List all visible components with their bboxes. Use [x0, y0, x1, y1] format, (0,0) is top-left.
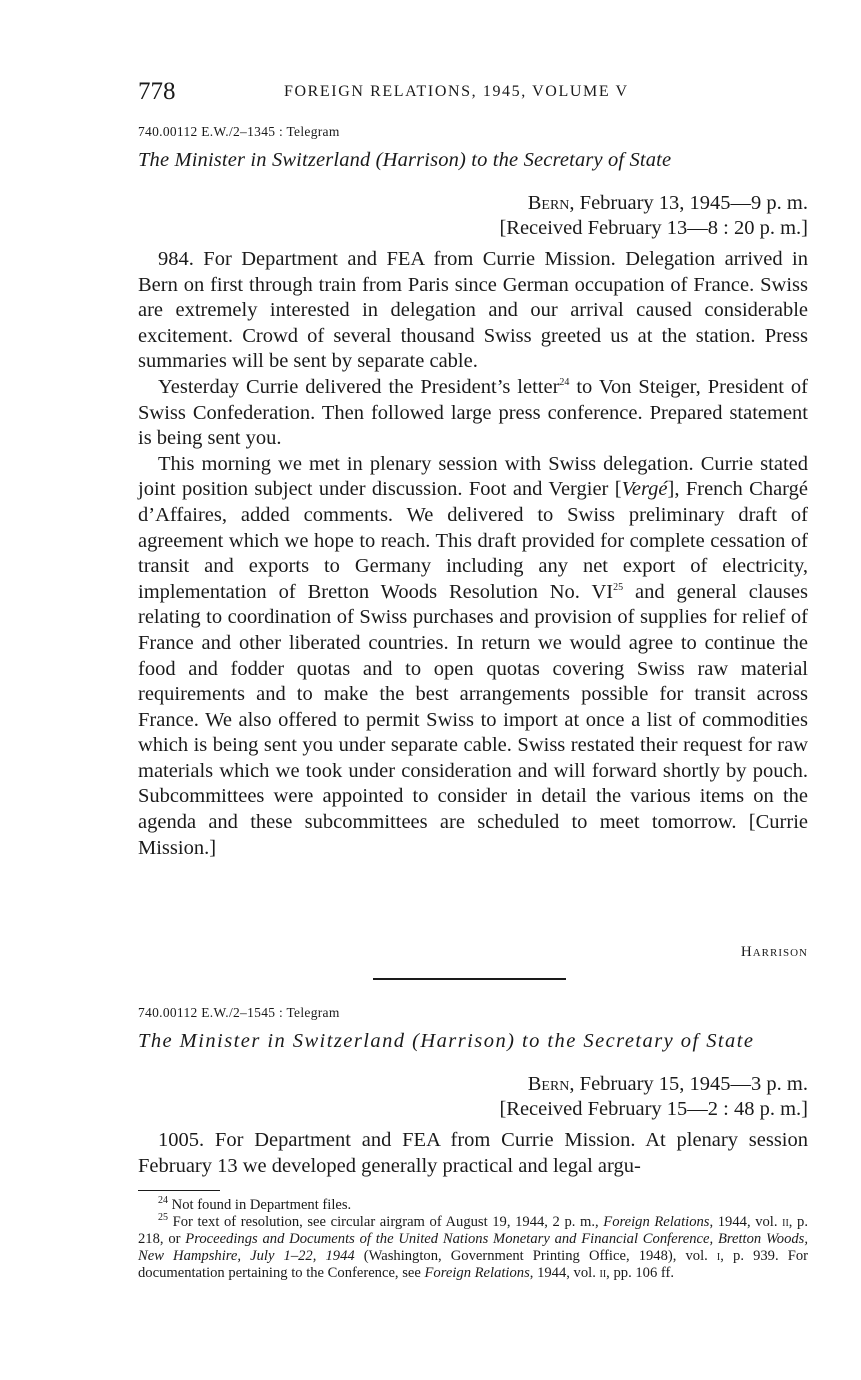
doc1-date: , February 13, 1945—9 p. m. [569, 192, 808, 214]
fn25-text-g: , pp. 106 ff. [606, 1265, 675, 1281]
doc1-paragraph-1: 984. For Department and FEA from Currie Mission. Delegation arrived in Bern on first through train from Paris since German occupation of France. Swiss are extremely interested in delegation and our arrival caused considerable excitement. Crowd of several thousand Swiss greeted us at the station. Press summaries will be sent by separate cable. [138, 248, 808, 373]
doc2-received: [Received February 15—2 : 48 p. m.] [499, 1098, 808, 1120]
doc1-paragraph-2 [138, 375, 808, 452]
fn25-italic-3: Foreign Relations [424, 1265, 530, 1281]
doc1-signature: Harrison [740, 944, 808, 960]
doc2-title: The Minister in Switzerland (Harrison) to the Secretary of State [138, 1030, 755, 1052]
doc1-p3-text-b: ], French Chargé d’Affaires, added comments. We delivered to Swiss preliminary draft of agreement which we hope to reach. This draft provided for complete cessation of transit and exports to Germany including any net export of electricity, implementation of Bretton Woods Resolution No. VI [138, 478, 808, 603]
running-header [138, 78, 808, 108]
doc1-place: Bern [527, 192, 570, 214]
fn25-text-f: , 1944, vol. [529, 1265, 600, 1281]
footnote-25 [138, 1214, 808, 1282]
doc2-date: , February 15, 1945—3 p. m. [569, 1073, 808, 1095]
doc2-file-number: 740.00112 E.W./2–1545 : Telegram [138, 1005, 340, 1020]
doc1-p3-text-a: This morning we met in plenary session with Swiss delegation. Currie stated joint position subject under discussion. Foot and Vergier [ [138, 452, 808, 501]
footnote-ref-24: 24 [559, 377, 570, 389]
doc1-received: [Received February 13—8 : 20 p. m.] [499, 217, 808, 239]
doc1-paragraph-3 [138, 452, 808, 862]
footnote-ref-25: 25 [613, 581, 624, 593]
section-divider [373, 978, 566, 980]
doc1-p2-text-b: to Von Steiger, President of Swiss Confederation. Then followed large press conference. Prepared statement is being sent you. [138, 375, 809, 450]
running-title: FOREIGN RELATIONS, 1945, VOLUME V [284, 83, 629, 100]
doc1-dateline [528, 192, 808, 215]
fn25-vol-2: i [716, 1248, 721, 1264]
doc1-title: The Minister in Switzerland (Harrison) to the Secretary of State [138, 149, 672, 171]
footnote-24-text: Not found in Department files. [168, 1197, 352, 1213]
doc1-body [138, 247, 808, 861]
doc1-p2-text-a: Yesterday Currie delivered the President’s letter [158, 375, 560, 398]
footnote-24-mark: 24 [158, 1195, 168, 1207]
doc2-body [138, 1128, 808, 1179]
footnotes [138, 1197, 808, 1282]
fn25-vol-3: ii [599, 1265, 607, 1281]
footnote-rule [138, 1190, 220, 1191]
doc1-file-number: 740.00112 E.W./2–1345 : Telegram [138, 124, 340, 139]
fn25-text-a: For text of resolution, see circular airgram of August 19, 1944, 2 p. m., [168, 1214, 604, 1230]
page-number: 778 [138, 78, 176, 105]
fn25-text-b: , 1944, vol. [709, 1214, 783, 1230]
fn25-text-c: , p. 218, or [138, 1214, 809, 1247]
doc1-p3-italic: Vergé [621, 478, 668, 501]
fn25-vol-1: ii [782, 1214, 789, 1230]
doc2-place: Bern [527, 1073, 570, 1095]
doc1-p3-text-c: and general clauses relating to coordination of Swiss purchases and provision of supplies for relief of France and other liberated countries. In return we would agree to continue the food and fodder quotas and to open quotas covering Swiss raw material requirements and to make the best arrangements possible for transit across France. We also offered to permit Swiss to import at once a list of commodities which is being sent you under separate cable. Swiss restated their request for raw materials which we took under consideration and will forward shortly by pouch. Subcommittees were appointed to consider in detail the various items on the agenda and these subcommittees are scheduled to meet tomorrow. [Currie Mission.] [138, 580, 808, 859]
doc2-paragraph-1: 1005. For Department and FEA from Currie Mission. At plenary session February 13 we developed generally practical and legal argu- [138, 1129, 808, 1177]
fn25-italic-2: Proceedings and Documents of the United Nations Monetary and Financial Conference, Bretton Woods, New Hampshire, July 1–22, 1944 [138, 1231, 809, 1264]
doc2-dateline [528, 1073, 808, 1096]
fn25-italic-1: Foreign Relations [603, 1214, 710, 1230]
footnote-24 [138, 1197, 808, 1214]
fn25-text-e: , p. 939. For documentation pertaining to the Conference, see [138, 1248, 808, 1281]
footnote-25-mark: 25 [158, 1212, 168, 1224]
fn25-text-d: (Washington, Government Printing Office, 1948), vol. [354, 1248, 717, 1264]
